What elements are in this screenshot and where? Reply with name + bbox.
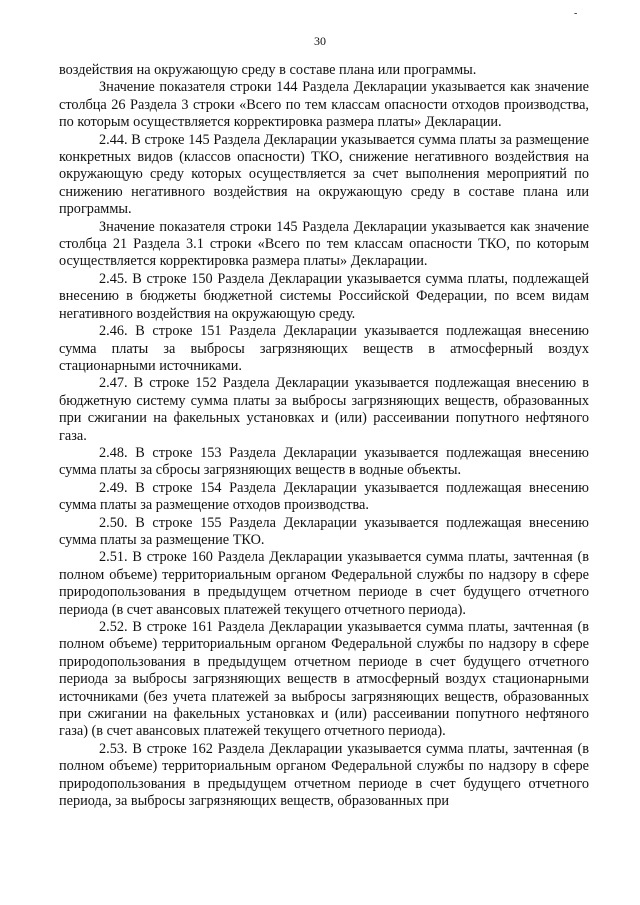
paragraph-2-47: 2.47. В строке 152 Раздела Декларации указывается подлежащая внесению в бюджетную систему сумма платы за выбросы загрязняющих веществ, образованных при сжигании на факельных установках и (или) рассеивании попутного нефтяного газа. — [59, 375, 589, 444]
paragraph-144-value: Значение показателя строки 144 Раздела Декларации указывается как значение столбца 26 Раздела 3 строки «Всего по тем классам опасности отходов производства, по которым осуществляется корректировка размера платы» Декларации. — [59, 79, 589, 131]
paragraph-2-44: 2.44. В строке 145 Раздела Декларации указывается сумма платы за размещение конкретных видов (классов опасности) ТКО, снижение негативного воздействия на окружающую среду которых осуществляется за счет выполнения мероприятий по снижению негативного воздействия на окружающую среду в составе плана или программы. — [59, 131, 589, 218]
paragraph-2-53: 2.53. В строке 162 Раздела Декларации указывается сумма платы, зачтенная (в полном объеме) территориальным органом Федеральной службы по надзору в сфере природопользования в предыдущем отчетном периоде в счет будущего отчетного периода, за выбросы загрязняющих веществ, образованных при — [59, 740, 589, 810]
corner-mark: - — [574, 8, 578, 19]
paragraph-2-52: 2.52. В строке 161 Раздела Декларации указывается сумма платы, зачтенная (в полном объеме) территориальным органом Федеральной службы по надзору в сфере природопользования в предыдущем отчетном периоде в счет будущего отчетного периода за выбросы загрязняющих веществ в атмосферный воздух стационарными источниками (без учета платежей за выбросы загрязняющих веществ, образованных при сжигании на факельных установках и (или) рассеивании попутного нефтяного газа) (в счет авансовых платежей текущего отчетного периода). — [59, 619, 589, 740]
document-body — [59, 62, 589, 810]
paragraph-2-48: 2.48. В строке 153 Раздела Декларации указывается подлежащая внесению сумма платы за сбросы загрязняющих веществ в водные объекты. — [59, 444, 589, 479]
paragraph-145-value: Значение показателя строки 145 Раздела Декларации указывается как значение столбца 21 Раздела 3.1 строки «Всего по тем классам опасности ТКО, по которым осуществляется корректировка размера платы» Декларации. — [59, 218, 589, 270]
paragraph-continuation: воздействия на окружающую среду в составе плана или программы. — [59, 62, 477, 78]
paragraph-2-50: 2.50. В строке 155 Раздела Декларации указывается подлежащая внесению сумма платы за размещение ТКО. — [59, 514, 589, 548]
paragraph-2-49: 2.49. В строке 154 Раздела Декларации указывается подлежащая внесению сумма платы за размещение отходов производства. — [59, 479, 589, 514]
paragraph-2-46: 2.46. В строке 151 Раздела Декларации указывается подлежащая внесению сумма платы за выбросы загрязняющих веществ в атмосферный воздух стационарными источниками. — [59, 323, 589, 374]
page-number: 30 — [314, 34, 326, 48]
paragraph-2-45: 2.45. В строке 150 Раздела Декларации указывается сумма платы, подлежащей внесению в бюджеты бюджетной системы Российской Федерации, по всем видам негативного воздействия на окружающую среду. — [59, 270, 589, 322]
paragraph-2-51: 2.51. В строке 160 Раздела Декларации указывается сумма платы, зачтенная (в полном объеме) территориальным органом Федеральной службы по надзору в сфере природопользования в предыдущем отчетном периоде в счет будущего отчетного периода (в счет авансовых платежей текущего отчетного периода). — [59, 549, 589, 618]
